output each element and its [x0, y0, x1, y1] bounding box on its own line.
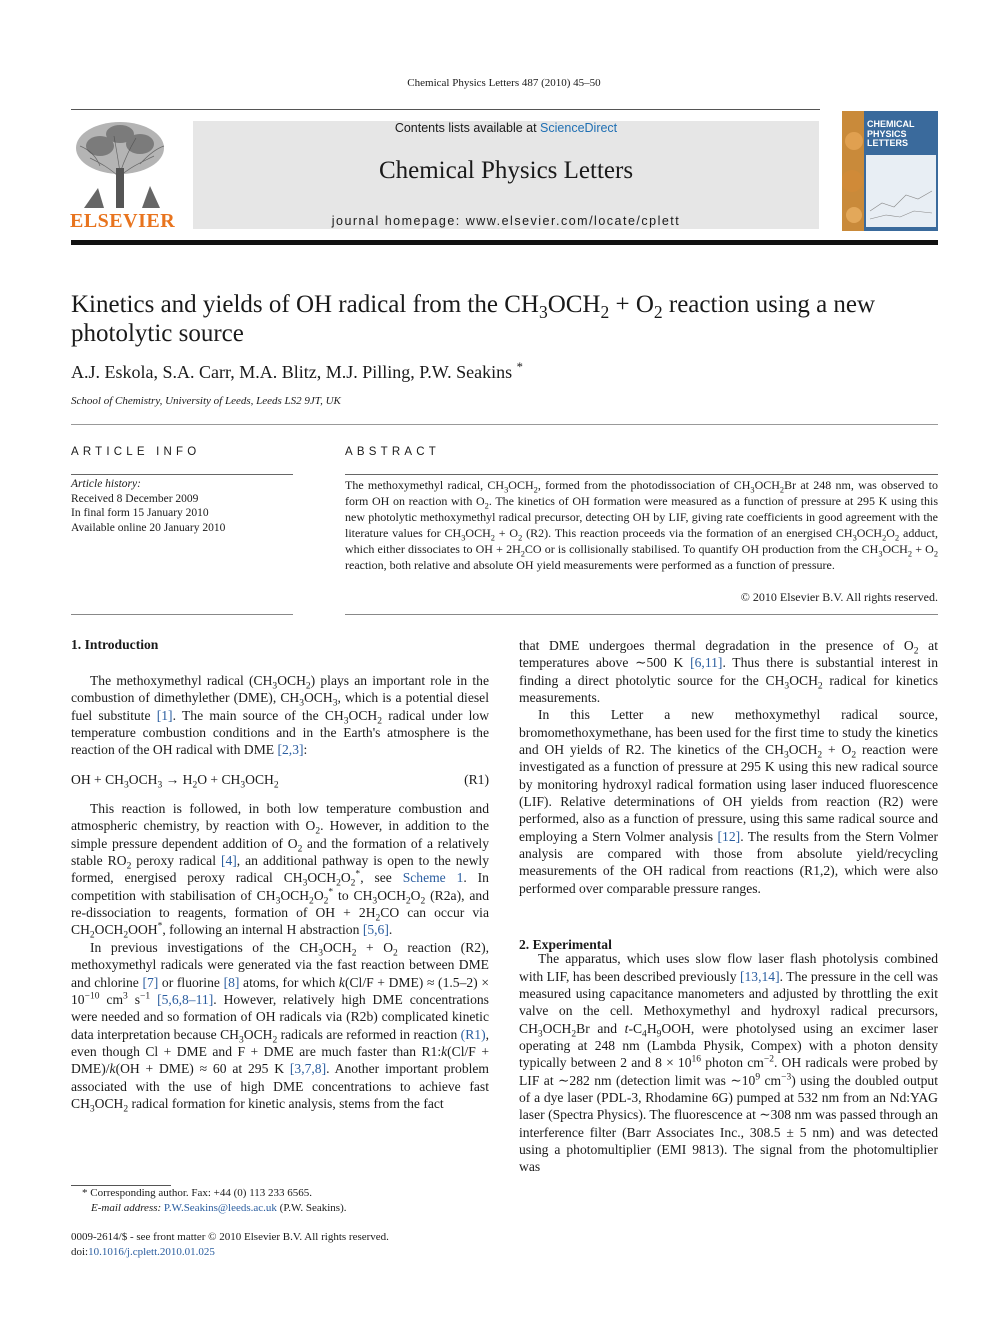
publisher-name: ELSEVIER [70, 210, 176, 232]
paragraph: In this Letter a new methoxymethyl radical source, bromomethoxymethane, has been used for the first time to study the kinetics and OH yields of R2. The kinetics of the $CH_3OCH_2 + O_2$ reaction were investigated as a function of pressure at 295 K using this new radical source by monitoring hydroxyl radical formation using laser induced fluorescence (LIF). Relative determinations of OH yields from reaction (R2) were performed, also as a function of pressure, using this same radical source and employing a Stern Volmer analysis [12]. The results from the Stern Volmer analysis are compared with those from absolute yield/recycling measurements of the OH radical from reactions (R1,2), which were also performed over comparable pressure ranges. [519, 707, 939, 896]
paragraph: The apparatus, which uses slow flow laser flash photolysis combined with LIF, has been described previously [13,14]. The pressure in the cell was measured using capacitance manometers and adjusted by throttling the exit valve on the cell. Methoxymethyl and hydroxyl radical precursors, $CH_3OCH_2Br$ and $t-C_4H_9OOH$, were photolysed using an excimer laser operating at 248 nm (Lambda Physik, Compex) with a photon density typically between 2 and $8 \times 10^{16}$ photon $cm^{-2}$. OH radicals were probed by LIF at ∼282 nm (detection limit was $\sim 10^9$ $cm^{-3}$) using the doubled output of a dye laser (PDL-3, Rhodamine 6G) pumped at 532 nm from an Nd:YAG laser (Spectra Physics). The fluorescence at ∼308 nm was passed through an interference filter (Barr Associates Inc., 308.5 ± 5 nm) and was detected using a photomultiplier (EMI 9813). The signal from the photomultiplier was [519, 951, 939, 1175]
paragraph: The methoxymethyl radical $(CH_3OCH_2)$ plays an important role in the combustion of dimethylether (DME), $CH_3OCH_3$, which is a potential diesel fuel substitute [1]. The main source of the $CH_3OCH_2$ radical under low temperature combustion conditions and in the Earth's atmosphere is the reaction of the OH radical with DME [2,3]: [71, 673, 490, 758]
cover-title-line: PHYSICS [867, 128, 907, 139]
paragraph: This reaction is followed, in both low temperature combustion and atmospheric chemistry, by reaction with $O_2$. However, in addition to the simple pressure dependent addition of $O_2$ and the formation of a relatively stable $RO_2$ peroxy radical [4], an additional pathway is open to the newly formed, energised peroxy radical $CH_3OCH_2O_2^*$, see Scheme 1. In competition with stabilisation of $CH_3OCH_2O_2^*$ to $CH_3OCH_2O_2$ (R2a), and re-dissociation to reagents, formation of OH + $2H_2CO$ can occur via $CH_2OCH_2OOH^*$, following an internal H abstraction [5,6]. [71, 801, 490, 942]
article-info-heading: ARTICLE INFO [71, 446, 201, 458]
email-note: E-mail address: P.W.Seakins@leeds.ac.uk (P.W. Seakins). [91, 1201, 347, 1214]
affiliation: School of Chemistry, University of Leeds, Leeds LS2 9JT, UK [71, 395, 341, 407]
section-heading-experimental: 2. Experimental [519, 937, 612, 952]
reaction-equation-r1: OH + $CH_3OCH_3 \to H_2O + CH_3OCH_2$ (R1) [71, 771, 489, 791]
online-date: Available online 20 January 2010 [71, 522, 226, 535]
header-rule [71, 109, 820, 110]
divider [71, 614, 293, 615]
section-heading-introduction: 1. Introduction [71, 637, 159, 652]
sciencedirect-link[interactable]: ScienceDirect [540, 121, 618, 135]
divider [345, 614, 938, 615]
left-column-body [71, 672, 490, 1115]
corresponding-author-note: * Corresponding author. Fax: +44 (0) 113 233 6565. [71, 1187, 313, 1199]
right-column-body [519, 637, 938, 1176]
email-link[interactable]: P.W.Seakins@leeds.ac.uk [163, 1201, 277, 1214]
divider [345, 474, 938, 475]
footnote [71, 1186, 491, 1215]
article-title: Kinetics and yields of OH radical from the $CH_3OCH_2 + O_2$ reaction using a new photolytic source [71, 291, 876, 347]
doi-line: doi:10.1016/j.cplett.2010.01.025 [71, 1245, 215, 1258]
revised-date: In final form 15 January 2010 [71, 507, 209, 520]
cover-title-line: LETTERS [867, 138, 909, 148]
received-date: Received 8 December 2009 [71, 492, 199, 505]
abstract-heading: ABSTRACT [345, 446, 440, 458]
journal-citation: Chemical Physics Letters 487 (2010) 45–50 [407, 77, 601, 89]
abstract-body: The methoxymethyl radical, $CH_3OCH_2$, formed from the photodissociation of $CH_3OCH_2Br$ at 248 nm, was observed to form OH on reaction with $O_2$. The kinetics of OH formation were measured as a function of pressure at 295 K using this new photolytic methoxymethyl radical precursor, detecting OH by LIF, giving rate coefficients in good agreement with the literature values for $CH_3OCH_2 + O_2$ (R2). This reaction proceeds via the formation of an energised $CH_3OCH_2O_2$ adduct, which either dissociates to OH + $2H_2CO$ or is collisionally stabilised. To quantify OH production from the $CH_3OCH_2 + O_2$ reaction, both relative and absolute OH yield measurements were performed as a function of pressure. [345, 478, 939, 572]
copyright-notice: © 2010 Elsevier B.V. All rights reserved. [740, 590, 938, 604]
author-list: A.J. Eskola, S.A. Carr, M.A. Blitz, M.J. Pilling, P.W. Seakins * [71, 360, 523, 382]
article-history [71, 477, 301, 536]
paragraph: In previous investigations of the $CH_3OCH_2 + O_2$ reaction (R2), methoxymethyl radicals were generated via the fast reaction between DME and chlorine [7] or fluorine [8] atoms, for which $k(Cl/F + DME) \approx (1.5-2) \times 10^{-10}$ $cm^3$ $s^{-1}$ [5,6,8–11]. However, relatively high DME concentrations were needed and so formation of OH radicals via (R2b) complicated kinetic data interpretation because $CH_3OCH_2$ radicals are reformed in reaction (R1), even though Cl + DME and F + DME are much faster than R1:k(Cl/F + DME)/k(OH + DME) ≈ 60 at 295 K [3,7,8]. Another important problem associated with the use of high DME concentrations to achieve fast $CH_3OCH_2$ radical formation for kinetic analysis, stems from the fact [71, 939, 490, 1115]
cover-title-line: CHEMICAL [867, 119, 915, 129]
masthead-thick-rule [71, 240, 938, 245]
divider [71, 474, 293, 475]
paragraph: that DME undergoes thermal degradation in the presence of $O_2$ at temperatures above ∼500 K [6,11]. Thus there is substantial interest in finding a direct photolytic source for the $CH_3OCH_2$ radical for kinetics measurements. [519, 638, 939, 706]
journal-name: Chemical Physics Letters [378, 157, 634, 184]
contents-prefix: Contents lists available at [394, 121, 541, 135]
doi-link[interactable]: 10.1016/j.cplett.2010.01.025 [88, 1245, 215, 1258]
cover-title [867, 120, 938, 149]
corresponding-author-mark[interactable]: * [516, 360, 523, 374]
journal-homepage[interactable]: journal homepage: www.elsevier.com/locate/cplett [331, 214, 681, 228]
issn-line: 0009-2614/$ - see front matter © 2010 Elsevier B.V. All rights reserved. [71, 1231, 389, 1243]
issn-block [71, 1230, 491, 1259]
history-label: Article history: [71, 478, 141, 490]
contents-line [193, 121, 819, 135]
divider [71, 424, 938, 425]
